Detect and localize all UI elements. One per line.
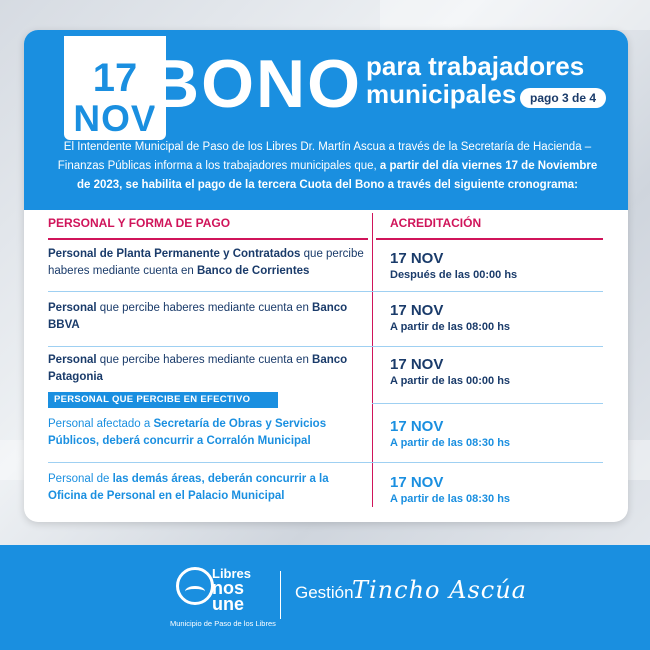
row-5-time: A partir de las 08:30 hs — [390, 493, 511, 505]
info-card — [24, 30, 628, 522]
row-2-date: 17 NOV — [390, 302, 444, 319]
subtitle-line-1: para trabajadores — [366, 51, 585, 81]
row-separator — [48, 346, 603, 347]
row-4-plain: Personal afectado a — [48, 418, 154, 430]
row-5-plain: Personal de — [48, 473, 113, 485]
table-row — [48, 300, 368, 334]
subtitle-line-2: municipales — [366, 79, 517, 109]
table-row — [48, 246, 368, 280]
intro-text — [50, 138, 605, 195]
logo-text-nos: nos — [212, 578, 245, 598]
cash-section-label: PERSONAL QUE PERCIBE EN EFECTIVO — [48, 392, 278, 408]
row-separator — [48, 291, 603, 292]
table-row — [48, 471, 368, 505]
footer-bar — [0, 545, 650, 650]
row-5-bold: las demás áreas, deberán concurrir a la Oficina de Personal en el Palacio Municipal — [48, 473, 329, 502]
table-row — [48, 416, 368, 450]
row-2-bold: Personal — [48, 302, 97, 314]
row-2-plain: que percibe haberes mediante cuenta en — [96, 302, 313, 314]
row-3-date: 17 NOV — [390, 356, 444, 373]
logo-text-libres: Libres — [212, 566, 252, 581]
row-1-date: 17 NOV — [390, 250, 444, 267]
row-4-date: 17 NOV — [390, 418, 444, 435]
date-month: NOV — [73, 98, 157, 139]
logo-text-une: une — [212, 594, 245, 614]
row-3-time: A partir de las 00:00 hs — [390, 375, 511, 387]
gestion-label: Gestión — [295, 583, 354, 602]
column-header-personal: PERSONAL Y FORMA DE PAGO — [48, 216, 231, 230]
row-3-plain: que percibe haberes mediante cuenta en — [96, 354, 313, 366]
row-4-bold: Secretaría de Obras y Servicios Públicos, deberá concurrir a Corralón Municipal — [48, 418, 327, 447]
row-separator — [48, 462, 603, 463]
date-day: 17 — [92, 56, 138, 100]
intro-bold: a partir del día viernes 17 de Noviembre de 2023, se habilita el pago de la tercera Cuota del Bono a través del siguiente cronograma: — [76, 160, 598, 191]
header-underline-left — [48, 238, 368, 240]
payment-count-badge: pago 3 de 4 — [520, 88, 606, 108]
card-header — [24, 30, 628, 210]
row-1-bold: Personal de Planta Permanente y Contratados — [48, 248, 301, 260]
row-4-time: A partir de las 08:30 hs — [390, 437, 511, 449]
row-1-time: Después de las 00:00 hs — [390, 269, 518, 281]
table-row — [48, 352, 368, 386]
row-separator — [372, 403, 603, 404]
page-title: BONO — [150, 46, 362, 122]
header-underline-right — [376, 238, 603, 240]
intro-plain: El Intendente Municipal de Paso de los Libres Dr. Martín Ascua a través de la Secretaría de Hacienda – Finanzas Públicas informa a los trabajadores municipales que, — [57, 141, 592, 172]
row-2-bank: Banco BBVA — [48, 302, 348, 331]
row-3-bank: Banco Patagonia — [48, 354, 348, 383]
libres-nos-une-logo-icon — [176, 567, 214, 605]
signature-logo: Tincho Ascúa — [352, 576, 527, 604]
row-3-bold: Personal — [48, 354, 97, 366]
column-header-acreditacion: ACREDITACIÓN — [390, 216, 482, 230]
row-1-plain: que percibe haberes mediante cuenta en — [48, 248, 364, 277]
logo-municipio: Municipio de Paso de los Libres — [170, 619, 276, 628]
row-1-bank: Banco de Corrientes — [196, 265, 310, 277]
row-2-time: A partir de las 08:00 hs — [390, 321, 511, 333]
footer-divider — [280, 571, 281, 619]
row-5-date: 17 NOV — [390, 474, 444, 491]
